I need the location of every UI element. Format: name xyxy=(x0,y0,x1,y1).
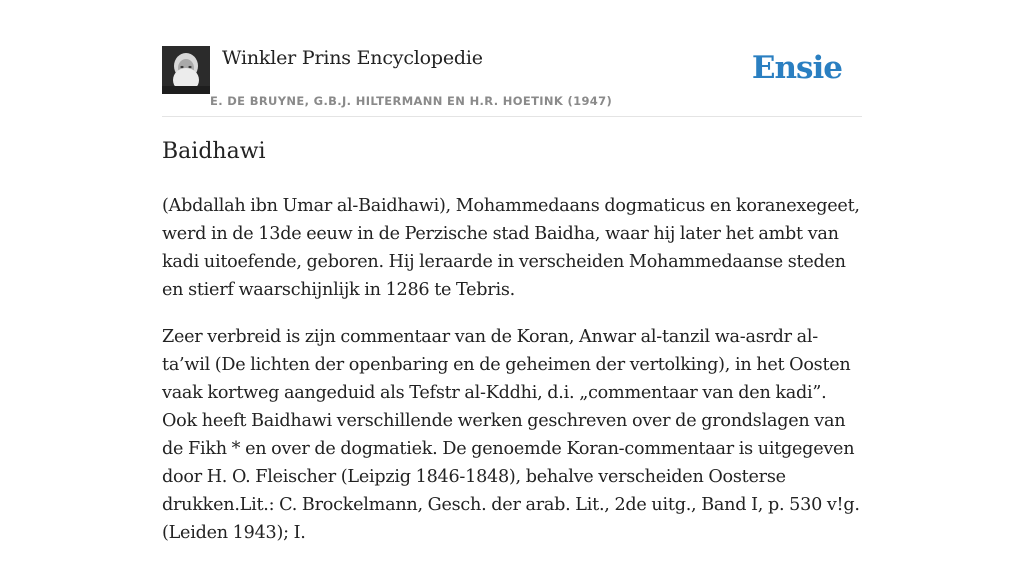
site-title[interactable]: Winkler Prins Encyclopedie xyxy=(222,47,483,69)
site-header xyxy=(162,46,862,117)
article-body xyxy=(162,192,862,566)
author-avatar xyxy=(162,46,210,94)
portrait-photo-icon xyxy=(162,46,210,94)
article-paragraph: (Abdallah ibn Umar al-Baidhawi), Mohammedaans dogmaticus en koranexegeet, werd in de 13de eeuw in de Perzische stad Baidha, waar hij later het ambt van kadi uitoefende, geboren. Hij leraarde in verscheiden Mohammedaanse steden en stierf waarschijnlijk in 1286 te Tebris. xyxy=(162,196,860,300)
ensie-logo-link[interactable]: Ensie xyxy=(751,50,842,86)
article-paragraph: Zeer verbreid is zijn commentaar van de Koran, Anwar al-tanzil wa-asrdr al-ta’wil (De lichten der openbaring en de geheimen der vertolking), in het Oosten vaak kortweg aangeduid als Tefstr al-Kddhi, d.i. „commentaar van den kadi”. Ook heeft Baidhawi verschillende werken geschreven over de grondslagen van de Fikh * en over de dogmatiek. De genoemde Koran-commentaar is uitgegeven door H. O. Fleischer (Leipzig 1846-1848), behalve verscheiden Oosterse drukken.Lit.: C. Brockelmann, Gesch. der arab. Lit., 2de uitg., Band I, p. 530 v!g. (Leiden 1943); I. xyxy=(162,327,860,543)
article-title: Baidhawi xyxy=(162,139,266,164)
page xyxy=(162,0,862,543)
authors-line: E. DE BRUYNE, G.B.J. HILTERMANN EN H.R. HOETINK (1947) xyxy=(210,94,613,108)
